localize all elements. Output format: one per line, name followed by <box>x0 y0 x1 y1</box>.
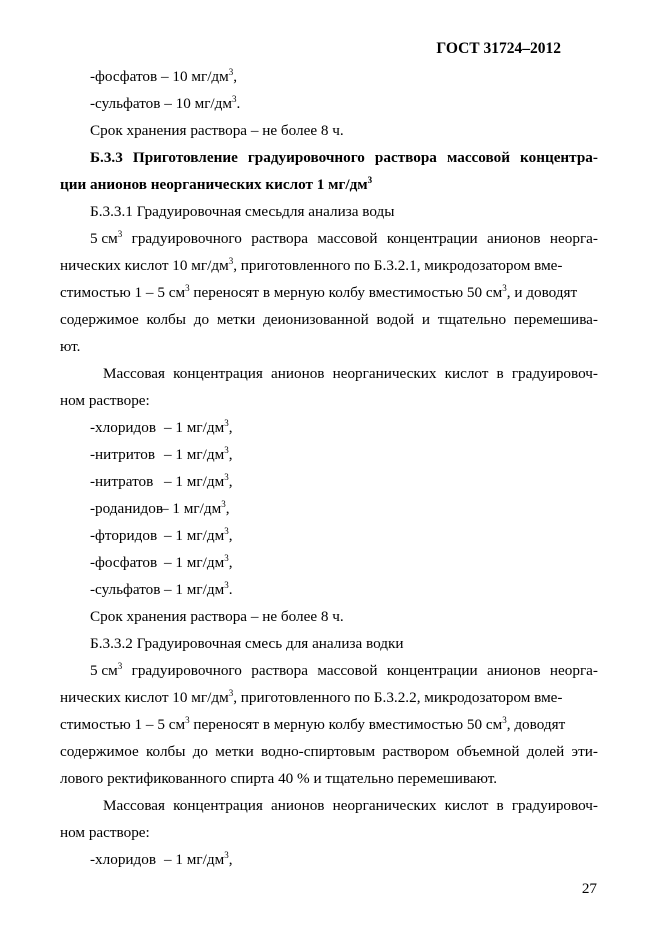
paragraph-line: нических кислот 10 $мг/дм^3$, приготовленного по Б.3.2.1, микродозатором вме- <box>60 256 563 274</box>
paragraph-line: ном растворе: <box>60 824 150 841</box>
paragraph-line: 5 $см^3$ градуировочного раствора массовой концентрации анионов неорга- <box>90 661 598 679</box>
paragraph-line: Массовая концентрация анионов неорганических кислот в градуировоч- <box>103 797 598 814</box>
paragraph-line: ном растворе: <box>60 392 150 409</box>
list-item: -хлоридов – 1 $мг/дм^3$, <box>90 418 233 436</box>
subsection-heading: Б.3.3.1 Градуировочная смесьдля анализа воды <box>90 203 395 220</box>
paragraph-line: нических кислот 10 $мг/дм^3$, приготовленного по Б.3.2.2, микродозатором вме- <box>60 688 563 706</box>
list-item: -фторидов – 1 $мг/дм^3$, <box>90 526 233 544</box>
section-heading-cont: ции анионов неорганических кислот 1 $мг/дм^3$ <box>60 175 373 193</box>
list-item: -сульфатов – 10 $мг/дм^3$. <box>90 94 241 112</box>
storage-note: Срок хранения раствора – не более 8 ч. <box>90 608 344 625</box>
paragraph-line: Массовая концентрация анионов неорганических кислот в градуировоч- <box>103 365 598 382</box>
list-item: -нитратов – 1 $мг/дм^3$, <box>90 472 233 490</box>
list-item: -нитритов – 1 $мг/дм^3$, <box>90 445 233 463</box>
paragraph-line: содержимое колбы до метки деионизованной водой и тщательно перемешива- <box>60 311 598 328</box>
page-number: 27 <box>581 880 597 897</box>
paragraph-line: содержимое колбы до метки водно-спиртовым раствором объемной долей эти- <box>60 743 598 760</box>
list-item: -хлоридов – 1 $мг/дм^3$, <box>90 850 233 868</box>
paragraph-line: стимостью 1 – 5 $см^3$ переносят в мерную колбу вместимостью 50 $см^3$, и доводят <box>60 283 578 301</box>
storage-note: Срок хранения раствора – не более 8 ч. <box>90 122 344 139</box>
standard-header: ГОСТ 31724–2012 <box>436 40 561 57</box>
list-item: -сульфатов – 1 $мг/дм^3$. <box>90 580 233 598</box>
paragraph-line: ют. <box>60 338 81 355</box>
paragraph-line: стимостью 1 – 5 $см^3$ переносят в мерную колбу вместимостью 50 $см^3$, доводят <box>60 715 566 733</box>
paragraph-line: 5 $см^3$ градуировочного раствора массовой концентрации анионов неорга- <box>90 229 598 247</box>
section-heading: Б.3.3 Приготовление градуировочного раствора массовой концентра- <box>90 149 598 166</box>
list-item: -роданидов– 1 $мг/дм^3$, <box>90 499 230 517</box>
list-item: -фосфатов – 10 $мг/дм^3$, <box>90 67 238 85</box>
list-item: -фосфатов – 1 $мг/дм^3$, <box>90 553 233 571</box>
paragraph-line: лового ректификованного спирта 40 % и тщательно перемешивают. <box>60 770 498 787</box>
subsection-heading: Б.3.3.2 Градуировочная смесь для анализа водки <box>90 635 404 652</box>
